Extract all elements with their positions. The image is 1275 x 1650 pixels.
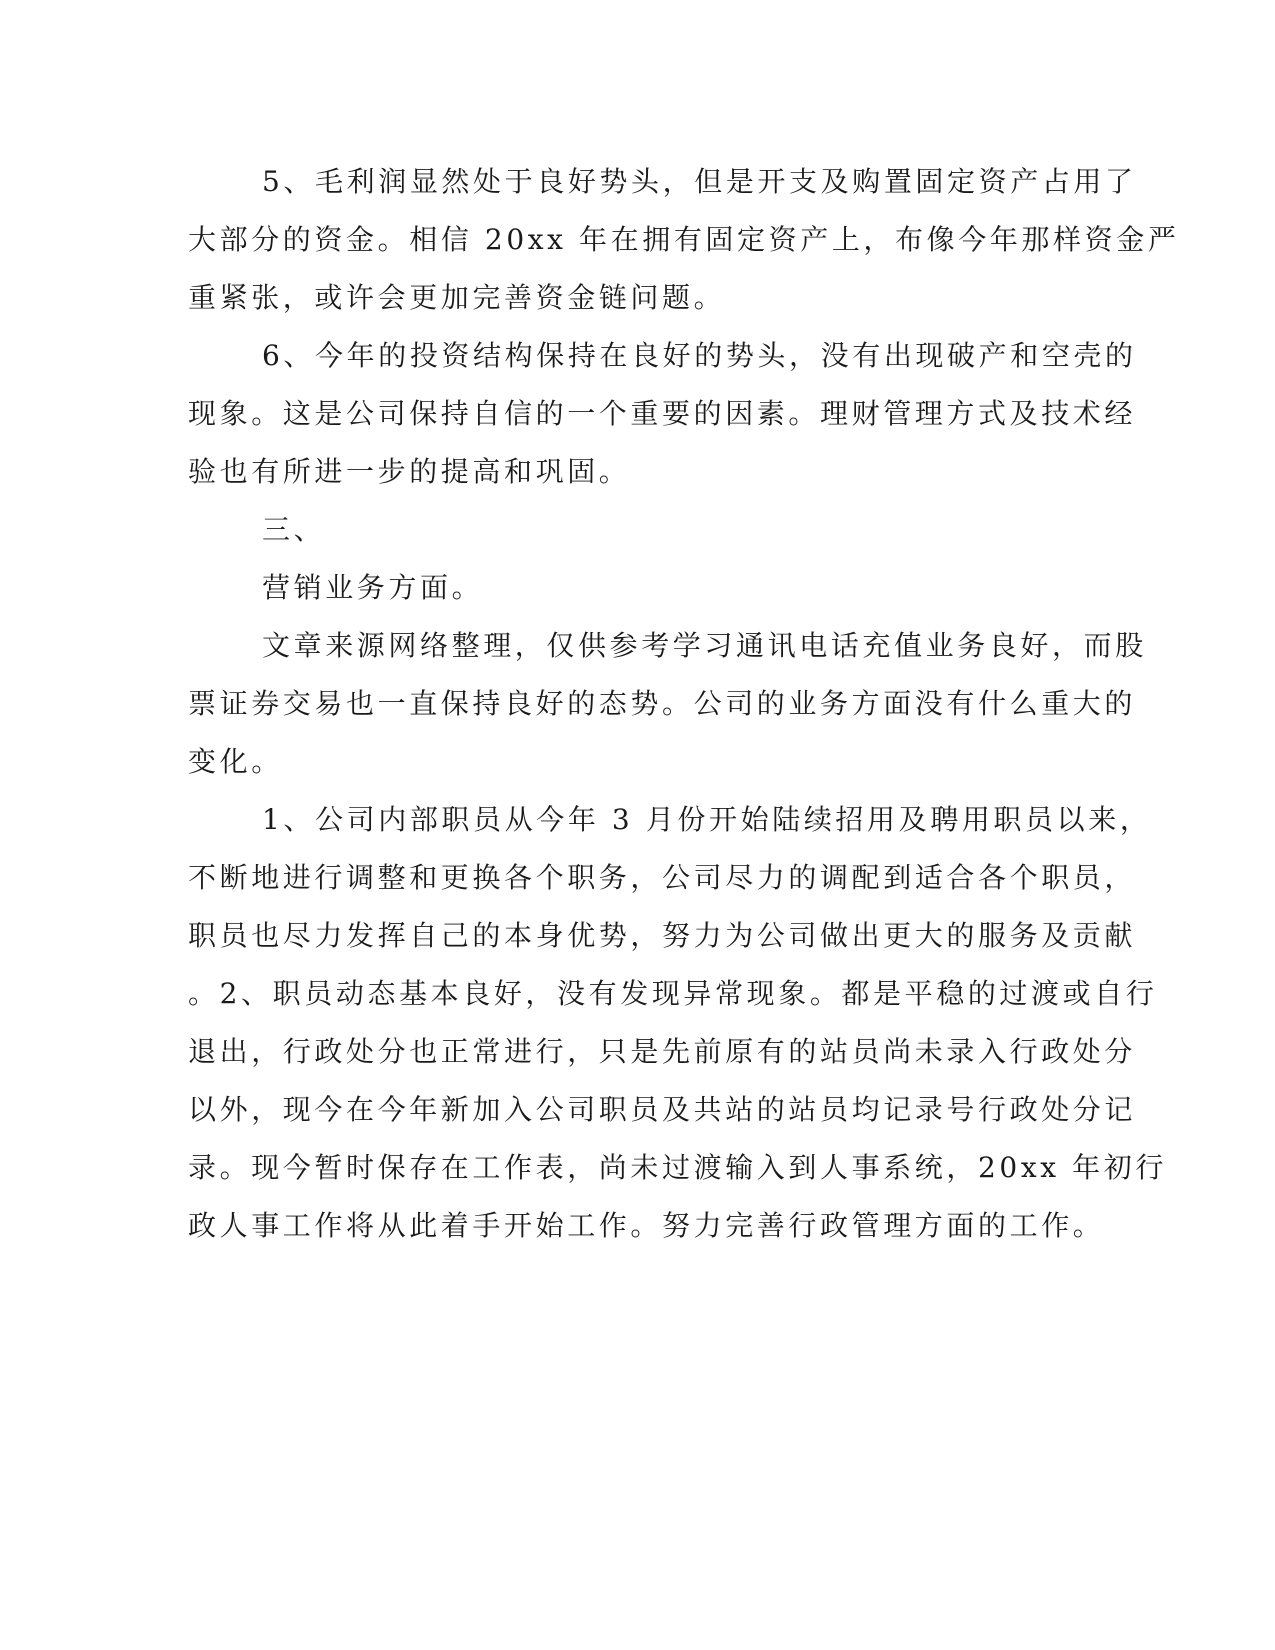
para-staff-line-1: 1、公司内部职员从今年 3 月份开始陆续招用及聘用职员以来， <box>262 803 1152 836</box>
para-business-line-2: 票证券交易也一直保持良好的态势。公司的业务方面没有什么重大的 <box>188 687 1137 720</box>
para-staff-line-5: 退出，行政处分也正常进行，只是先前原有的站员尚未录入行政处分 <box>188 1035 1137 1068</box>
para-staff-line-7: 录。现今暂时保存在工作表，尚未过渡输入到人事系统，20xx 年初行 <box>188 1151 1167 1184</box>
para-6-line-1: 6、今年的投资结构保持在良好的势头，没有出现破产和空壳的 <box>262 339 1137 372</box>
para-staff-line-2: 不断地进行调整和更换各个职务，公司尽力的调配到适合各个职员， <box>188 861 1137 894</box>
para-5-line-2: 大部分的资金。相信 20xx 年在拥有固定资产上，布像今年那样资金严 <box>188 223 1180 256</box>
para-staff-line-4: 。2、职员动态基本良好，没有发现异常现象。都是平稳的过渡或自行 <box>188 977 1158 1010</box>
section-three-title: 营销业务方面。 <box>262 571 484 604</box>
para-5-line-3: 重紧张，或许会更加完善资金链问题。 <box>188 281 726 314</box>
para-business-line-1: 文章来源网络整理，仅供参考学习通讯电话充值业务良好，而股 <box>262 629 1147 662</box>
para-staff-line-6: 以外，现今在今年新加入公司职员及共站的站员均记录号行政处分记 <box>188 1093 1137 1126</box>
section-three-heading: 三、 <box>262 513 326 546</box>
para-6-line-2: 现象。这是公司保持自信的一个重要的因素。理财管理方式及技术经 <box>188 397 1137 430</box>
para-business-line-3: 变化。 <box>188 745 283 778</box>
para-5-line-1: 5、毛利润显然处于良好势头，但是开支及购置固定资产占用了 <box>262 165 1137 198</box>
para-staff-line-8: 政人事工作将从此着手开始工作。努力完善行政管理方面的工作。 <box>188 1209 1105 1242</box>
para-staff-line-3: 职员也尽力发挥自己的本身优势，努力为公司做出更大的服务及贡献 <box>188 919 1137 952</box>
para-6-line-3: 验也有所进一步的提高和巩固。 <box>188 455 631 488</box>
